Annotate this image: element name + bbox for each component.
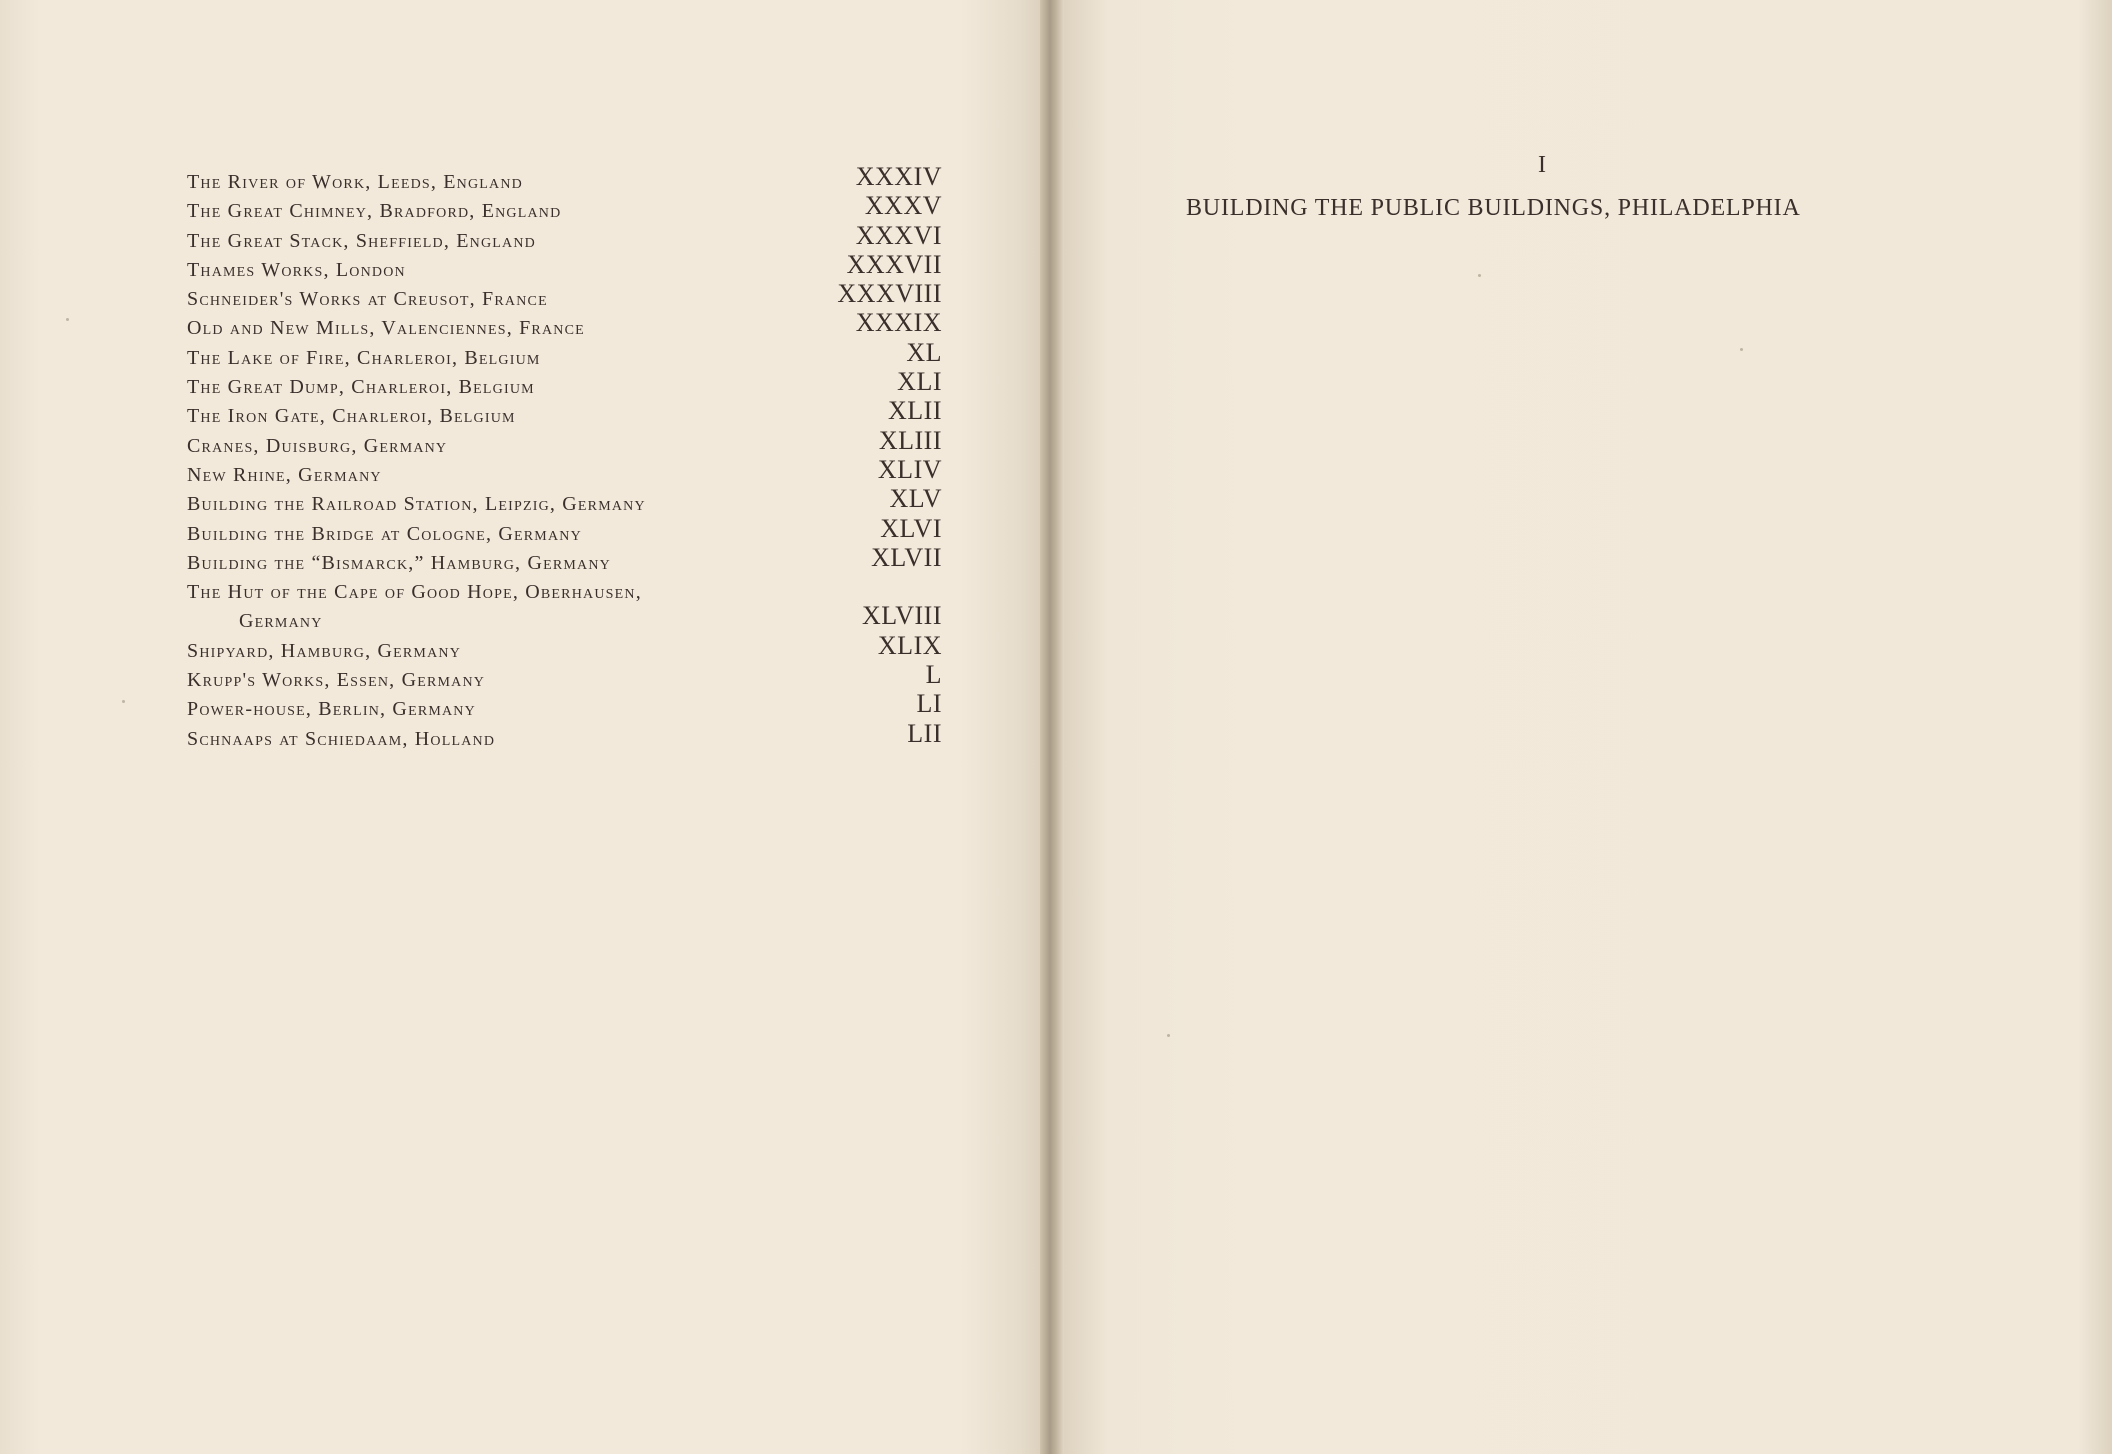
book-gutter — [1040, 0, 1064, 1454]
chapter-title: BUILDING THE PUBLIC BUILDINGS, PHILADELPHIA — [1186, 195, 1801, 221]
plate-title: Schnaaps at Schiedaam, Holland — [187, 727, 496, 750]
plate-title: Schneider's Works at Creusot, France — [187, 288, 548, 311]
plate-title-continued: Germany — [239, 610, 323, 633]
chapter-number: I — [1538, 152, 1546, 178]
plate-number: XLI — [897, 367, 942, 397]
plate-number: XL — [906, 337, 942, 367]
list-item — [187, 221, 942, 250]
plate-number: LI — [916, 689, 942, 719]
list-item — [187, 631, 942, 660]
plate-number: XXXIV — [855, 162, 942, 191]
list-item — [187, 660, 942, 692]
list-item — [187, 514, 942, 543]
list-item — [187, 484, 942, 516]
plate-title: The River of Work, Leeds, England — [187, 171, 523, 193]
plate-number: XXXVII — [846, 249, 942, 279]
plate-number: XXXV — [864, 191, 942, 221]
plate-title: Thames Works, London — [187, 258, 406, 281]
list-item — [187, 162, 942, 191]
paper-speck — [1740, 348, 1743, 351]
plate-number: XLII — [888, 396, 942, 426]
plate-title: Building the “Bismarck,” Hamburg, Germany — [187, 551, 611, 574]
list-item — [187, 250, 942, 279]
plate-title: The Hut of the Cape of Good Hope, Oberhausen, — [187, 581, 642, 604]
plate-title: Building the Railroad Station, Leipzig, Germany — [187, 493, 646, 516]
plate-title: The Great Dump, Charleroi, Belgium — [187, 376, 535, 399]
plate-number: XXXVI — [855, 220, 942, 250]
list-of-plates — [187, 162, 942, 748]
list-item — [187, 572, 942, 631]
plate-title: The Great Chimney, Bradford, England — [187, 200, 562, 223]
plate-title: Building the Bridge at Cologne, Germany — [187, 522, 582, 545]
list-item — [187, 308, 942, 340]
plate-number: LII — [907, 718, 942, 748]
plate-number: XLVIII — [861, 601, 942, 631]
list-item — [187, 426, 942, 455]
list-item — [187, 719, 942, 748]
plate-title: The Great Stack, Sheffield, England — [187, 229, 536, 252]
paper-speck — [1167, 1034, 1170, 1037]
plate-number: XLVII — [871, 542, 942, 572]
list-item — [187, 279, 942, 311]
list-item — [187, 543, 942, 572]
plate-number: XXXVIII — [837, 279, 942, 309]
paper-speck — [1478, 274, 1481, 277]
plate-number: XLIX — [877, 630, 942, 660]
plate-title: Shipyard, Hamburg, Germany — [187, 639, 462, 662]
plate-number: XLIII — [878, 425, 942, 455]
plate-number: L — [925, 660, 942, 690]
list-item — [187, 396, 942, 428]
plate-title: The Iron Gate, Charleroi, Belgium — [187, 405, 516, 428]
plate-number: XLIV — [877, 454, 942, 484]
paper-speck — [66, 318, 69, 321]
plate-title: The Lake of Fire, Charleroi, Belgium — [187, 346, 541, 369]
paper-speck — [122, 700, 125, 703]
plate-number: XLVI — [880, 513, 942, 543]
list-item — [187, 455, 942, 484]
plate-title: New Rhine, Germany — [187, 463, 382, 486]
plate-title: Power-house, Berlin, Germany — [187, 698, 476, 721]
plate-title: Old and New Mills, Valenciennes, France — [187, 317, 585, 340]
plate-number: XXXIX — [855, 308, 942, 338]
plate-title: Cranes, Duisburg, Germany — [187, 434, 448, 457]
list-item — [187, 191, 942, 223]
left-page — [0, 0, 1048, 1454]
list-item — [187, 689, 942, 721]
plate-number: XLV — [889, 484, 942, 514]
plate-title: Krupp's Works, Essen, Germany — [187, 669, 486, 692]
list-item — [187, 367, 942, 399]
list-item — [187, 338, 942, 367]
